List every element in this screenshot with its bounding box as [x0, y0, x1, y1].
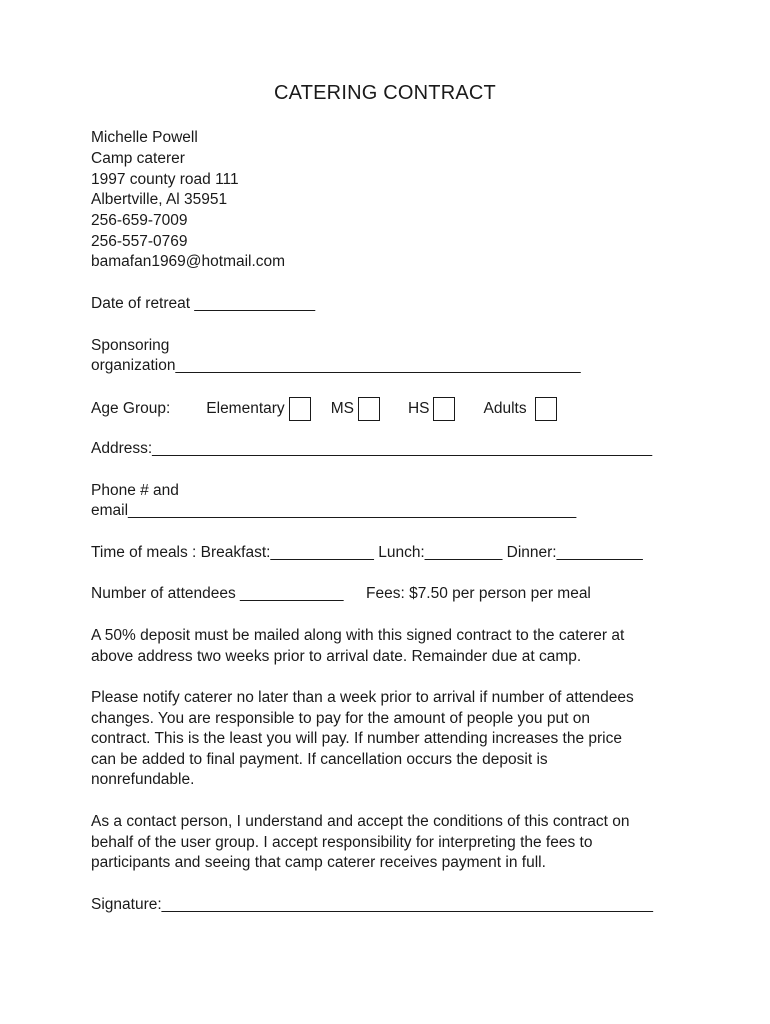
contact-street: 1997 county road 111: [91, 171, 239, 188]
age-option-adults[interactable]: [483, 397, 556, 421]
age-group-label: Age Group:: [91, 400, 171, 417]
contact-name: Michelle Powell: [91, 129, 198, 146]
age-option-hs[interactable]: [408, 397, 456, 421]
contact-phone-1: 256-659-7009: [91, 212, 188, 229]
contact-city: Albertville, Al 35951: [91, 191, 228, 208]
age-option-label: HS: [407, 400, 430, 417]
hs-checkbox[interactable]: [433, 397, 455, 421]
attendees-field[interactable]: Number of attendees ____________: [91, 585, 344, 602]
ms-checkbox[interactable]: [358, 397, 380, 421]
contact-email: bamafan1969@hotmail.com: [91, 253, 286, 270]
phone-email-field[interactable]: email____________________________________________________: [91, 502, 577, 519]
age-option-elementary[interactable]: [206, 397, 310, 421]
age-group-row: [91, 396, 557, 422]
time-of-meals-field[interactable]: Time of meals : Breakfast:____________ Lunch:_________ Dinner:__________: [91, 544, 643, 561]
acceptance-paragraph: As a contact person, I understand and accept the conditions of this contract on behalf of the user group. I accept responsibility for interpreting the fees to participants and seeing that camp caterer receives payment in full.: [91, 813, 630, 872]
address-field[interactable]: Address:__________________________________________________________: [91, 440, 653, 457]
age-option-ms[interactable]: [331, 397, 380, 421]
fees-text: Fees: $7.50 per person per meal: [366, 585, 591, 602]
phone-email-label: Phone # and: [91, 482, 179, 499]
sponsoring-organization-field[interactable]: organization_______________________________________________: [91, 357, 581, 374]
sponsoring-label: Sponsoring: [91, 337, 170, 354]
signature-field[interactable]: Signature:_________________________________________________________: [91, 896, 654, 913]
age-option-label: Adults: [483, 400, 527, 417]
elementary-checkbox[interactable]: [289, 397, 311, 421]
page-title: CATERING CONTRACT: [274, 82, 496, 104]
notify-paragraph: Please notify caterer no later than a week prior to arrival if number of attendees changes. You are responsible to pay for the amount of people you put on contract. This is the least you will pay. If number attending increases the price can be added to final payment. If cancellation occurs the deposit is nonrefundable.: [91, 689, 634, 789]
contact-phone-2: 256-557-0769: [91, 233, 188, 250]
adults-checkbox[interactable]: [535, 397, 557, 421]
age-option-label: MS: [330, 400, 354, 417]
contact-role: Camp caterer: [91, 150, 185, 167]
date-of-retreat-field[interactable]: Date of retreat ______________: [91, 295, 316, 312]
age-option-label: Elementary: [206, 400, 285, 417]
deposit-paragraph: A 50% deposit must be mailed along with this signed contract to the caterer at above address two weeks prior to arrival date. Remainder due at camp.: [91, 627, 625, 665]
